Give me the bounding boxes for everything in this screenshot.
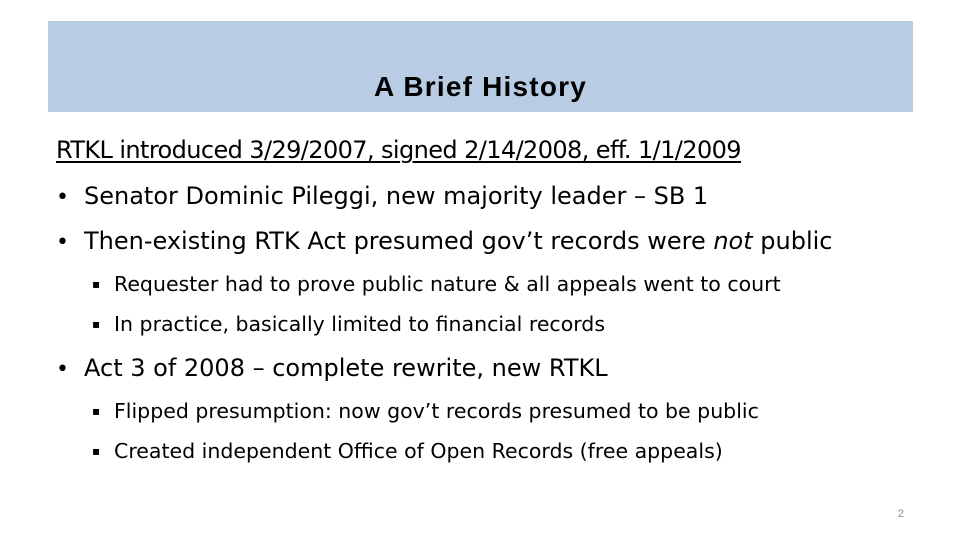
bullet-marker: • <box>56 185 69 210</box>
sub-bullet-marker: ▪ <box>92 444 101 458</box>
sub-bullet-item <box>92 396 759 426</box>
bullet-item <box>56 224 833 260</box>
sub-bullet-marker: ▪ <box>92 317 101 331</box>
bullet-marker: • <box>56 357 69 382</box>
bullet-text: Then-existing RTK Act presumed gov’t records were <box>84 227 714 255</box>
sub-bullet-item <box>92 309 605 339</box>
title-banner <box>48 21 913 112</box>
sub-bullet-text: Requester had to prove public nature & all appeals went to court <box>114 272 781 296</box>
bullet-item <box>56 351 608 387</box>
bullet-emphasis: not <box>713 227 753 255</box>
slide-title: A Brief History <box>373 71 587 102</box>
bullet-marker: • <box>56 230 69 255</box>
sub-bullet-item <box>92 436 723 466</box>
page-number: 2 <box>897 508 904 520</box>
section-heading: RTKL introduced 3/29/2007, signed 2/14/2008, eff. 1/1/2009 <box>56 136 741 164</box>
bullet-text: Act 3 of 2008 – complete rewrite, new RTKL <box>84 354 608 382</box>
sub-bullet-marker: ▪ <box>92 404 101 418</box>
bullet-item <box>56 179 708 215</box>
sub-bullet-marker: ▪ <box>92 277 101 291</box>
sub-bullet-text: Flipped presumption: now gov’t records presumed to be public <box>114 399 759 423</box>
bullet-text-end: public <box>752 227 833 255</box>
sub-bullet-text: In practice, basically limited to financial records <box>114 312 605 336</box>
sub-bullet-item <box>92 269 781 299</box>
sub-bullet-text: Created independent Office of Open Records (free appeals) <box>114 439 723 463</box>
bullet-text: Senator Dominic Pileggi, new majority leader – SB 1 <box>84 182 709 210</box>
